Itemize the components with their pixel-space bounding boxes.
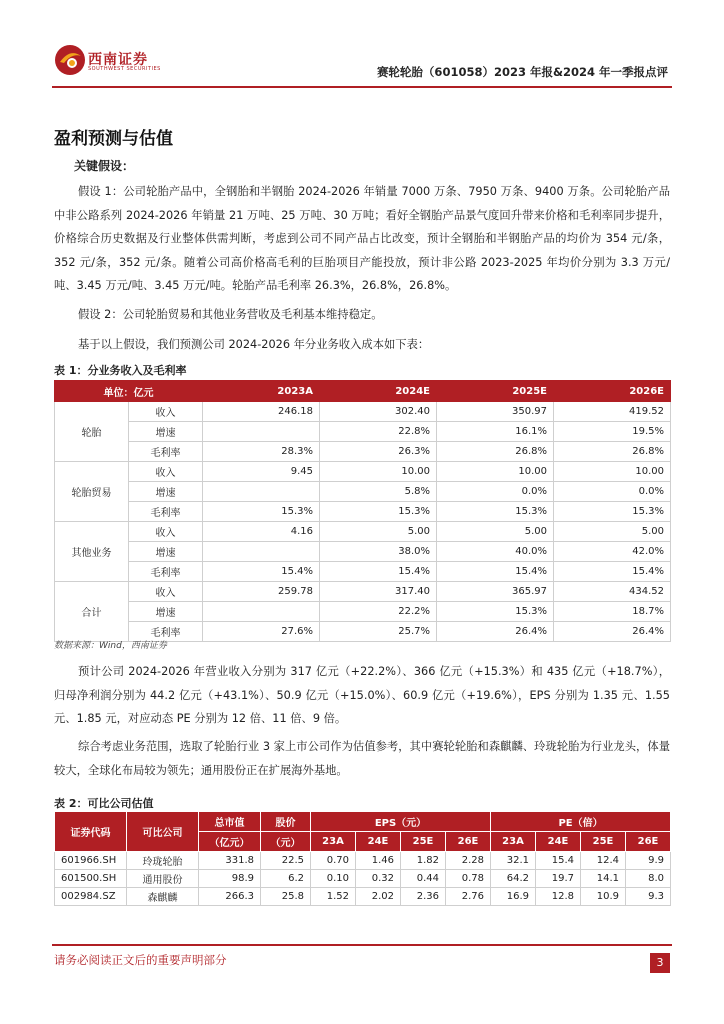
metric-value: 26.3%	[320, 442, 437, 462]
metric-value: 19.5%	[554, 422, 671, 442]
metric-value: 4.16	[203, 522, 320, 542]
metric-label: 毛利率	[129, 442, 203, 462]
table-row	[55, 462, 671, 482]
table1-body	[55, 402, 671, 642]
disclaimer-notice: 请务必阅读正文后的重要声明部分	[54, 953, 227, 967]
table2-mktcap-header: 总市值	[199, 812, 261, 832]
table2-code-header: 证券代码	[55, 812, 127, 852]
table2-header-row	[55, 812, 671, 832]
security-code: 601500.SH	[55, 870, 127, 888]
eps-value: 2.76	[446, 888, 491, 906]
share-price: 6.2	[261, 870, 311, 888]
table1-year-header: 2026E	[554, 381, 671, 402]
metric-value: 0.0%	[554, 482, 671, 502]
metric-value: 26.8%	[554, 442, 671, 462]
footer-divider	[52, 944, 672, 946]
metric-value: 15.4%	[203, 562, 320, 582]
table-row	[55, 888, 671, 906]
metric-value: 10.00	[554, 462, 671, 482]
table-row	[55, 562, 671, 582]
security-code: 601966.SH	[55, 852, 127, 870]
metric-value	[203, 482, 320, 502]
metric-value: 15.3%	[203, 502, 320, 522]
metric-value: 26.4%	[437, 622, 554, 642]
metric-label: 毛利率	[129, 502, 203, 522]
key-assumptions-label: 关键假设：	[74, 159, 135, 173]
metric-label: 收入	[129, 582, 203, 602]
metric-label: 收入	[129, 522, 203, 542]
eps-value: 0.32	[356, 870, 401, 888]
metric-value: 28.3%	[203, 442, 320, 462]
forecast-intro-paragraph: 基于以上假设，我们预测公司 2024-2026 年分业务收入成本如下表：	[78, 338, 430, 351]
metric-value: 25.7%	[320, 622, 437, 642]
forecast-summary-paragraph: 预计公司 2024-2026 年营业收入分别为 317 亿元（+22.2%）、366 亿元（+15.3%）和 435 亿元（+18.7%），归母净利润分别为 44.2 亿元（+43.1%）、50.9 亿元（+15.0%）、60.9 亿元（+19.6%），EPS 分别为 1.35 元、1.55 元、1.85 元，对应动态 PE 分别为 12 倍、11 倍、9 倍。	[54, 665, 670, 725]
segment-name: 轮胎贸易	[55, 462, 129, 522]
pe-value: 10.9	[581, 888, 626, 906]
table1-year-header: 2025E	[437, 381, 554, 402]
table2-eps-year: 26E	[446, 832, 491, 852]
pe-value: 19.7	[536, 870, 581, 888]
metric-value: 434.52	[554, 582, 671, 602]
page-number: 3	[650, 953, 670, 973]
market-cap: 266.3	[199, 888, 261, 906]
pe-value: 9.3	[626, 888, 671, 906]
table-row	[55, 442, 671, 462]
table-row	[55, 402, 671, 422]
assumption-1-paragraph: 假设 1：公司轮胎产品中，全钢胎和半钢胎 2024-2026 年销量 7000 万条、7950 万条、9400 万条。公司轮胎产品中非公路系列 2024-2026 年销量 21 万吨、25 万吨、30 万吨；看好全钢胎产品景气度回升带来价格和毛利率同步提升，价格综合历史数据及行业整体供需判断，考虑到公司不同产品占比改变，预计全钢胎和半钢胎产品的均价为 354 元/条，352 元/条，352 元/条。随着公司高价格高毛利的巨胎项目产能投放，预计非公路 2023-2025 年均价分别为 3.3 万元/吨、3.45 万元/吨、3.45 万元/吨。轮胎产品毛利率 26.3%，26.8%，26.8%。	[54, 185, 670, 292]
pe-value: 32.1	[491, 852, 536, 870]
metric-value: 15.4%	[554, 562, 671, 582]
metric-value: 15.3%	[437, 502, 554, 522]
pe-value: 64.2	[491, 870, 536, 888]
table-row	[55, 602, 671, 622]
table2-pe-year: 25E	[581, 832, 626, 852]
security-code: 002984.SZ	[55, 888, 127, 906]
table2-eps-year: 25E	[401, 832, 446, 852]
metric-value: 40.0%	[437, 542, 554, 562]
metric-value: 16.1%	[437, 422, 554, 442]
metric-value: 10.00	[437, 462, 554, 482]
metric-value: 15.4%	[320, 562, 437, 582]
eps-value: 1.82	[401, 852, 446, 870]
table2-caption: 表 2：可比公司估值	[54, 797, 154, 810]
metric-value: 27.6%	[203, 622, 320, 642]
eps-value: 1.52	[311, 888, 356, 906]
market-cap: 98.9	[199, 870, 261, 888]
table-row	[55, 422, 671, 442]
metric-value: 38.0%	[320, 542, 437, 562]
pe-value: 9.9	[626, 852, 671, 870]
metric-value: 42.0%	[554, 542, 671, 562]
table2-eps-year: 24E	[356, 832, 401, 852]
eps-value: 1.46	[356, 852, 401, 870]
metric-value: 302.40	[320, 402, 437, 422]
metric-value	[203, 422, 320, 442]
metric-label: 毛利率	[129, 622, 203, 642]
segment-name: 合计	[55, 582, 129, 642]
pe-value: 12.8	[536, 888, 581, 906]
report-title: 赛轮轮胎（601058）2023 年报&2024 年一季报点评	[376, 65, 668, 79]
metric-value: 350.97	[437, 402, 554, 422]
assumption-2-paragraph: 假设 2：公司轮胎贸易和其他业务营收及毛利基本维持稳定。	[78, 308, 383, 321]
company-logo-icon	[54, 44, 86, 76]
table1-year-header: 2023A	[203, 381, 320, 402]
metric-value: 0.0%	[437, 482, 554, 502]
metric-label: 增速	[129, 602, 203, 622]
pe-value: 12.4	[581, 852, 626, 870]
peer-valuation-table	[54, 811, 671, 906]
brand-name: 西南证券	[88, 52, 148, 68]
metric-value: 18.7%	[554, 602, 671, 622]
table2-pe-year: 24E	[536, 832, 581, 852]
table2-eps-year: 23A	[311, 832, 356, 852]
metric-value: 259.78	[203, 582, 320, 602]
metric-value: 5.00	[554, 522, 671, 542]
metric-value: 26.4%	[554, 622, 671, 642]
metric-value	[203, 542, 320, 562]
eps-value: 2.36	[401, 888, 446, 906]
metric-value: 419.52	[554, 402, 671, 422]
company-name: 通用股份	[127, 870, 199, 888]
metric-value: 9.45	[203, 462, 320, 482]
pe-value: 14.1	[581, 870, 626, 888]
company-name: 森麒麟	[127, 888, 199, 906]
pe-value: 15.4	[536, 852, 581, 870]
metric-label: 增速	[129, 422, 203, 442]
metric-label: 收入	[129, 462, 203, 482]
metric-value: 365.97	[437, 582, 554, 602]
table-row	[55, 482, 671, 502]
share-price: 22.5	[261, 852, 311, 870]
segment-revenue-table	[54, 380, 671, 642]
metric-label: 增速	[129, 542, 203, 562]
segment-name: 其他业务	[55, 522, 129, 582]
table1-unit-header: 单位：亿元	[55, 381, 203, 402]
metric-value: 15.4%	[437, 562, 554, 582]
section-title: 盈利预测与估值	[54, 129, 173, 149]
table-row	[55, 582, 671, 602]
table-row	[55, 522, 671, 542]
share-price: 25.8	[261, 888, 311, 906]
metric-value: 5.00	[437, 522, 554, 542]
metric-label: 增速	[129, 482, 203, 502]
brand-name-en: SOUTHWEST SECURITIES	[88, 66, 161, 72]
table-row	[55, 852, 671, 870]
segment-name: 轮胎	[55, 402, 129, 462]
table2-pe-year: 26E	[626, 832, 671, 852]
table2-name-header: 可比公司	[127, 812, 199, 852]
metric-value: 22.2%	[320, 602, 437, 622]
metric-value: 317.40	[320, 582, 437, 602]
metric-value: 15.3%	[320, 502, 437, 522]
pe-value: 16.9	[491, 888, 536, 906]
eps-value: 0.44	[401, 870, 446, 888]
header-divider	[52, 86, 672, 88]
table2-eps-header: EPS（元）	[311, 812, 491, 832]
table2-pe-header: PE（倍）	[491, 812, 671, 832]
metric-label: 毛利率	[129, 562, 203, 582]
eps-value: 0.10	[311, 870, 356, 888]
metric-value: 22.8%	[320, 422, 437, 442]
eps-value: 0.78	[446, 870, 491, 888]
metric-value: 246.18	[203, 402, 320, 422]
pe-value: 8.0	[626, 870, 671, 888]
eps-value: 2.28	[446, 852, 491, 870]
eps-value: 2.02	[356, 888, 401, 906]
table1-source-note: 数据来源：Wind，西南证券	[54, 641, 167, 651]
metric-value	[203, 602, 320, 622]
metric-value: 5.8%	[320, 482, 437, 502]
metric-value: 15.3%	[554, 502, 671, 522]
company-name: 玲珑轮胎	[127, 852, 199, 870]
table2-price-header: 股价	[261, 812, 311, 832]
metric-value: 26.8%	[437, 442, 554, 462]
table-row	[55, 870, 671, 888]
table2-pe-year: 23A	[491, 832, 536, 852]
table2-body	[55, 852, 671, 906]
eps-value: 0.70	[311, 852, 356, 870]
table2-mktcap-unit: （亿元）	[199, 832, 261, 852]
table2-price-unit: （元）	[261, 832, 311, 852]
table-row	[55, 502, 671, 522]
table-row	[55, 542, 671, 562]
metric-label: 收入	[129, 402, 203, 422]
table1-caption: 表 1：分业务收入及毛利率	[54, 364, 187, 377]
peer-selection-paragraph: 综合考虑业务范围，选取了轮胎行业 3 家上市公司作为估值参考，其中赛轮轮胎和森麒麟、玲珑轮胎为行业龙头，体量较大，全球化布局较为领先；通用股份正在扩展海外基地。	[54, 740, 670, 777]
metric-value: 15.3%	[437, 602, 554, 622]
table1-year-header: 2024E	[320, 381, 437, 402]
metric-value: 5.00	[320, 522, 437, 542]
metric-value: 10.00	[320, 462, 437, 482]
table1-header-row	[55, 381, 671, 402]
market-cap: 331.8	[199, 852, 261, 870]
